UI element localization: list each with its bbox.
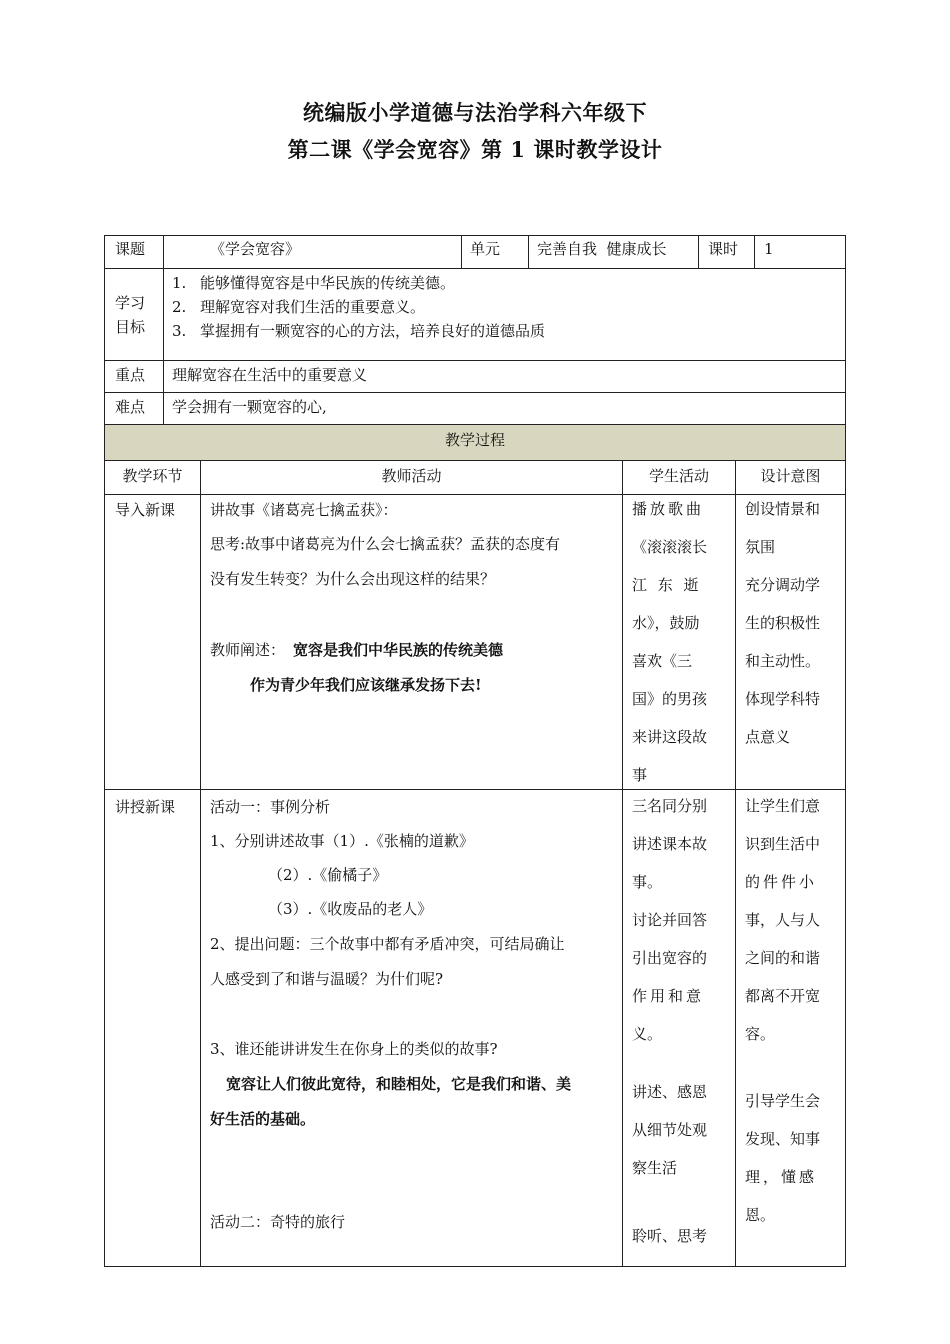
teacher-line: 教师阐述： xyxy=(210,641,286,659)
goals-label: 学习 xyxy=(115,294,146,312)
student-line: 水》，鼓励 xyxy=(632,614,700,632)
table-divider xyxy=(104,360,846,361)
teacher-line: 3、谁还能讲讲发生在你身上的类似的故事? xyxy=(210,1040,498,1058)
student-line: 三名同分别 xyxy=(632,797,708,815)
intent-line: 充分调动学 xyxy=(745,576,821,594)
difficult-point-label: 难点 xyxy=(115,398,146,416)
document-title-line1: 统编版小学道德与法治学科六年级下 xyxy=(303,100,647,125)
intent-line: 识到生活中 xyxy=(745,835,821,853)
intent-line: 体现学科特 xyxy=(745,690,821,708)
teacher-line: 2、提出问题：三个故事中都有矛盾冲突，可结局确让 xyxy=(210,935,565,953)
student-line: 讨论并回答 xyxy=(632,911,708,929)
goal-item: 理解宽容对我们生活的重要意义。 xyxy=(200,298,426,316)
student-line: 来讲这段故 xyxy=(632,728,708,746)
goal-item: 能够懂得宽容是中华民族的传统美德。 xyxy=(200,274,456,292)
unit-value: 完善自我 健康成长 xyxy=(537,240,667,258)
intent-line: 创设情景和 xyxy=(745,500,821,518)
student-line: 事 xyxy=(632,766,648,784)
intent-line: 点意义 xyxy=(745,728,791,746)
teacher-line: 1、分别讲述故事（1）.《张楠的道歉》 xyxy=(210,832,474,850)
student-line: 江 东 逝 xyxy=(632,576,702,594)
stage-label: 讲授新课 xyxy=(115,798,176,816)
key-point-label: 重点 xyxy=(115,366,146,384)
teacher-line: 宽容是我们中华民族的传统美德 xyxy=(293,641,504,659)
intent-line: 事，人与人 xyxy=(745,911,821,929)
student-line: 从细节处观 xyxy=(632,1121,708,1139)
table-divider xyxy=(735,460,736,1267)
student-line: 讲述课本故 xyxy=(632,835,708,853)
teacher-line: 思考:故事中诸葛亮为什么会七擒孟获？孟获的态度有 xyxy=(210,535,561,553)
table-divider xyxy=(104,392,846,393)
teacher-line: 讲故事《诸葛亮七擒孟获》： xyxy=(210,501,398,519)
teacher-line: 活动一：事例分析 xyxy=(210,798,331,816)
table-divider xyxy=(622,460,623,1267)
student-line: 事。 xyxy=(632,873,663,891)
intent-line: 恩。 xyxy=(745,1206,776,1224)
design-intent xyxy=(745,490,843,756)
goal-number: 1. xyxy=(172,274,187,292)
period-label: 课时 xyxy=(708,240,739,258)
intent-line: 让学生们意 xyxy=(745,797,821,815)
column-header-stage: 教学环节 xyxy=(122,467,183,485)
student-line: 讲述、感恩 xyxy=(632,1083,708,1101)
teacher-line: 活动二：奇特的旅行 xyxy=(210,1213,346,1231)
student-line: 聆听、思考 xyxy=(632,1227,708,1245)
intent-line: 理，懂感 xyxy=(745,1168,818,1186)
stage-label: 导入新课 xyxy=(115,501,176,519)
student-line: 察生活 xyxy=(632,1159,678,1177)
table-divider xyxy=(698,235,699,268)
table-divider xyxy=(200,460,201,1267)
period-value: 1 xyxy=(764,240,774,258)
topic-label: 课题 xyxy=(115,240,146,258)
table-divider xyxy=(754,235,755,268)
student-line: 义。 xyxy=(632,1025,663,1043)
intent-line: 引导学生会 xyxy=(745,1092,821,1110)
intent-line: 之间的和谐 xyxy=(745,949,821,967)
goals-label: 目标 xyxy=(115,318,146,336)
column-header-intent: 设计意图 xyxy=(760,467,821,485)
teacher-line: （3）.《收废品的老人》 xyxy=(268,900,433,918)
intent-line: 和主动性。 xyxy=(745,652,821,670)
goal-number: 2. xyxy=(172,298,187,316)
teacher-line: 作为青少年我们应该继承发扬下去! xyxy=(250,676,482,694)
column-header-teacher: 教师活动 xyxy=(381,467,442,485)
teacher-line: 好生活的基础。 xyxy=(210,1110,316,1128)
student-line: 播放歌曲 xyxy=(632,500,705,518)
unit-label: 单元 xyxy=(470,240,501,258)
table-divider xyxy=(528,235,529,268)
table-divider xyxy=(104,268,846,269)
student-activity xyxy=(632,490,732,794)
topic-value: 《学会宽容》 xyxy=(210,240,301,258)
intent-line: 氛围 xyxy=(745,538,776,556)
goal-item: 掌握拥有一颗宽容的心的方法，培养良好的道德品质 xyxy=(200,322,546,340)
intent-line: 生的积极性 xyxy=(745,614,821,632)
student-line: 国》的男孩 xyxy=(632,690,708,708)
goal-number: 3. xyxy=(172,322,187,340)
difficult-point-value: 学会拥有一颗宽容的心, xyxy=(172,398,327,416)
design-intent xyxy=(745,787,843,1234)
teacher-line: 没有发生转变？为什么会出现这样的结果？ xyxy=(210,570,496,588)
student-line: 作用和意 xyxy=(632,987,705,1005)
student-line: 引出宽容的 xyxy=(632,949,708,967)
student-activity xyxy=(632,787,732,1255)
column-header-student: 学生活动 xyxy=(648,467,709,485)
teacher-line: （2）.《偷橘子》 xyxy=(268,866,388,884)
table-divider xyxy=(163,235,164,424)
teacher-line: 宽容让人们彼此宽待，和睦相处，它是我们和谐、美 xyxy=(226,1075,572,1093)
teacher-line: 人感受到了和谐与温暖？为什们呢? xyxy=(210,970,444,988)
intent-line: 的件件小 xyxy=(745,873,818,891)
intent-line: 都离不开宽 xyxy=(745,987,821,1005)
intent-line: 发现、知事 xyxy=(745,1130,821,1148)
student-line: 喜欢《三 xyxy=(632,652,693,670)
student-line: 《滚滚滚长 xyxy=(632,538,708,556)
document-title-line2: 第二课《学会宽容》第 1 课时教学设计 xyxy=(287,137,663,162)
intent-line: 容。 xyxy=(745,1025,776,1043)
process-header: 教学过程 xyxy=(444,431,505,449)
table-divider xyxy=(461,235,462,268)
key-point-value: 理解宽容在生活中的重要意义 xyxy=(172,366,368,384)
